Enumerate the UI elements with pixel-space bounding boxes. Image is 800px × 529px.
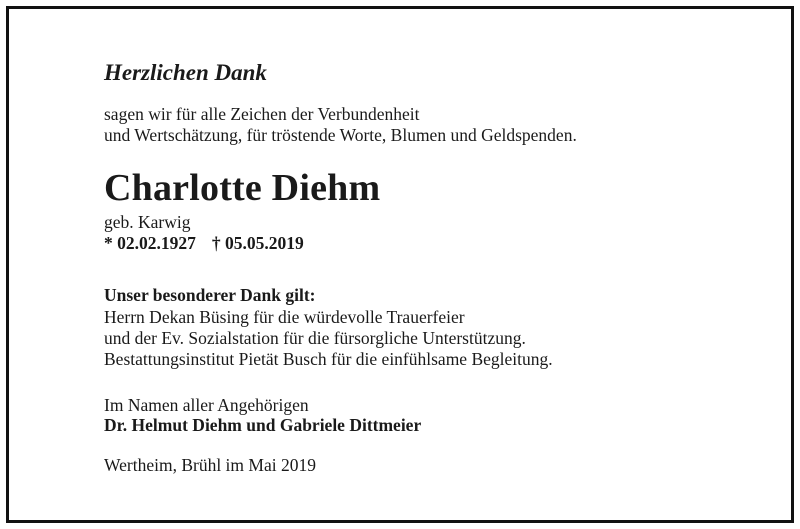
signature-intro: Im Namen aller Angehörigen — [104, 395, 309, 415]
intro-line: und Wertschätzung, für tröstende Worte, Blumen und Geldspenden. — [104, 125, 577, 145]
thanks-line: Bestattungsinstitut Pietät Busch für die einfühlsame Begleitung. — [104, 349, 553, 369]
special-thanks-list — [104, 307, 553, 370]
intro-text — [104, 104, 577, 146]
place-date: Wertheim, Brühl im Mai 2019 — [104, 455, 316, 475]
special-thanks-heading: Unser besonderer Dank gilt: — [104, 285, 316, 305]
death-date: † 05.05.2019 — [211, 233, 304, 253]
birth-name: geb. Karwig — [104, 212, 191, 232]
deceased-name: Charlotte Diehm — [104, 167, 381, 209]
life-dates — [104, 233, 304, 254]
thanks-line: und der Ev. Sozialstation für die fürsorgliche Unterstützung. — [104, 328, 526, 348]
thanks-line: Herrn Dekan Büsing für die würdevolle Trauerfeier — [104, 307, 465, 327]
birth-date: * 02.02.1927 — [104, 233, 196, 253]
notice-heading: Herzlichen Dank — [104, 60, 267, 85]
intro-line: sagen wir für alle Zeichen der Verbundenheit — [104, 104, 420, 124]
signature-names: Dr. Helmut Diehm und Gabriele Dittmeier — [104, 415, 422, 435]
